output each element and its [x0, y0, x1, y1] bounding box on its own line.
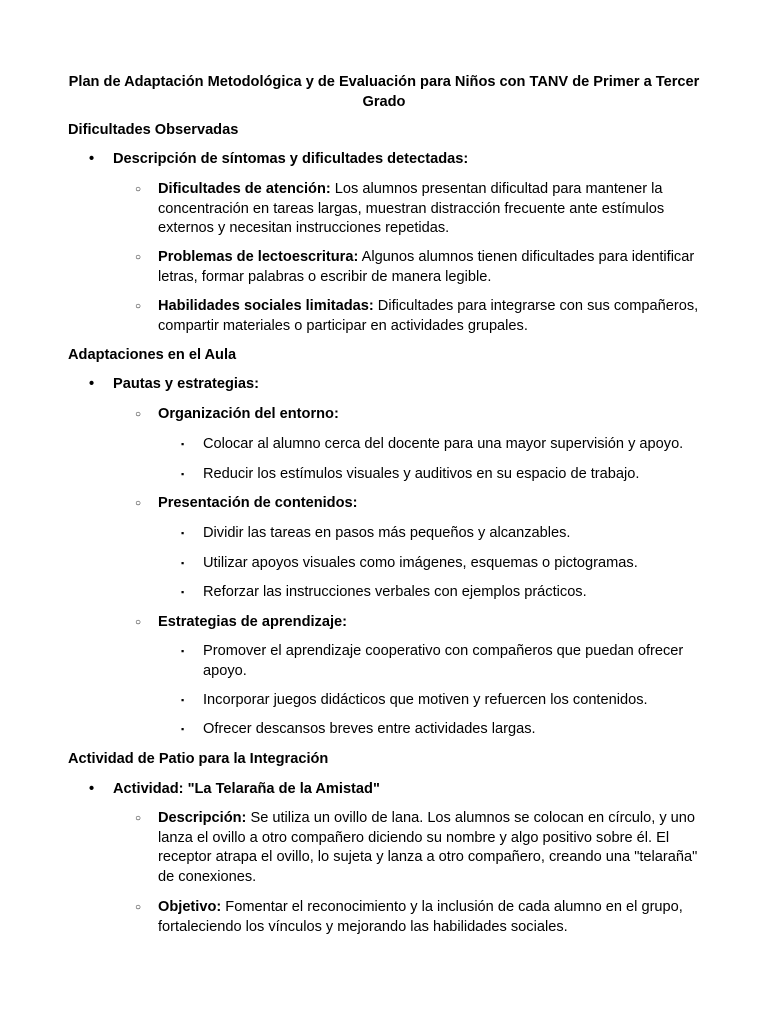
item-text: Dificultades para integrarse con sus compañeros, compartir materiales o participar en actividades grupales. [158, 298, 699, 334]
bullet-level3: ▪ [181, 724, 185, 734]
bullet-level1: • [89, 151, 95, 167]
item-text: Algunos alumnos tienen dificultades para identificar letras, formar palabras o escribir de manera legible. [158, 249, 695, 285]
item-label: Dificultades de atención: [158, 181, 331, 197]
bullet-level3: ▪ [181, 439, 185, 449]
bullet-level2: ○ [135, 184, 142, 195]
bullet-level3: ▪ [181, 587, 185, 597]
list-item-descripcion [158, 809, 708, 887]
subheading-organizacion-entorno: Organización del entorno: [158, 406, 339, 422]
bullet-level2: ○ [135, 813, 142, 824]
list-item-habilidades-sociales [158, 297, 708, 336]
bullet-level2: ○ [135, 498, 142, 509]
document-title: Plan de Adaptación Metodológica y de Evaluación para Niños con TANV de Primer a Tercer Grado [68, 74, 700, 110]
list-item: Incorporar juegos didácticos que motiven y refuercen los contenidos. [203, 692, 648, 708]
section-heading-dificultades: Dificultades Observadas [68, 122, 239, 138]
item-text: Fomentar el reconocimiento y la inclusión de cada alumno en el grupo, fortaleciendo los vínculos y mejorando las habilidades sociales. [158, 899, 683, 935]
list-item-dificultades-atencion [158, 180, 708, 239]
bullet-level2: ○ [135, 409, 142, 420]
bullet-level2: ○ [135, 902, 142, 913]
bullet-descripcion-sintomas: Descripción de síntomas y dificultades detectadas: [113, 151, 469, 167]
item-text: Se utiliza un ovillo de lana. Los alumnos se colocan en círculo, y uno lanza el ovillo a otro compañero diciendo su nombre y algo positivo sobre él. El receptor atrapa el ovillo, lo sujeta y lanza a otro compañero, creando una "telaraña" de conexiones. [158, 810, 698, 885]
bullet-level3: ▪ [181, 469, 185, 479]
section-heading-actividad-patio: Actividad de Patio para la Integración [68, 751, 329, 767]
item-text: Los alumnos presentan dificultad para mantener la concentración en tareas largas, muestran distracción frecuente ante estímulos externos y necesitan instrucciones repetidas. [158, 181, 665, 236]
item-label: Habilidades sociales limitadas: [158, 298, 374, 314]
subheading-presentacion-contenidos: Presentación de contenidos: [158, 495, 358, 511]
list-item: Utilizar apoyos visuales como imágenes, esquemas o pictogramas. [203, 555, 638, 571]
bullet-pautas-estrategias: Pautas y estrategias: [113, 376, 260, 392]
bullet-level3: ▪ [181, 558, 185, 568]
item-label: Descripción: [158, 810, 247, 826]
list-item: Dividir las tareas en pasos más pequeños y alcanzables. [203, 525, 571, 541]
bullet-level3: ▪ [181, 646, 185, 656]
item-label: Problemas de lectoescritura: [158, 249, 359, 265]
bullet-level1: • [89, 376, 95, 392]
list-item: Ofrecer descansos breves entre actividades largas. [203, 721, 536, 737]
bullet-level2: ○ [135, 617, 142, 628]
bullet-level1: • [89, 781, 95, 797]
subheading-estrategias-aprendizaje: Estrategias de aprendizaje: [158, 614, 347, 630]
list-item-objetivo [158, 898, 708, 937]
list-item: Colocar al alumno cerca del docente para una mayor supervisión y apoyo. [203, 436, 684, 452]
item-label: Objetivo: [158, 899, 222, 915]
section-heading-adaptaciones: Adaptaciones en el Aula [68, 347, 237, 363]
bullet-level3: ▪ [181, 528, 185, 538]
bullet-level3: ▪ [181, 695, 185, 705]
bullet-level2: ○ [135, 252, 142, 263]
list-item-problemas-lectoescritura [158, 248, 708, 287]
list-item: Reducir los estímulos visuales y auditivos en su espacio de trabajo. [203, 466, 640, 482]
list-item: Reforzar las instrucciones verbales con ejemplos prácticos. [203, 584, 587, 600]
bullet-actividad-telarana: Actividad: "La Telaraña de la Amistad" [113, 781, 380, 797]
bullet-level2: ○ [135, 301, 142, 312]
list-item: Promover el aprendizaje cooperativo con compañeros que puedan ofrecer apoyo. [203, 643, 684, 679]
